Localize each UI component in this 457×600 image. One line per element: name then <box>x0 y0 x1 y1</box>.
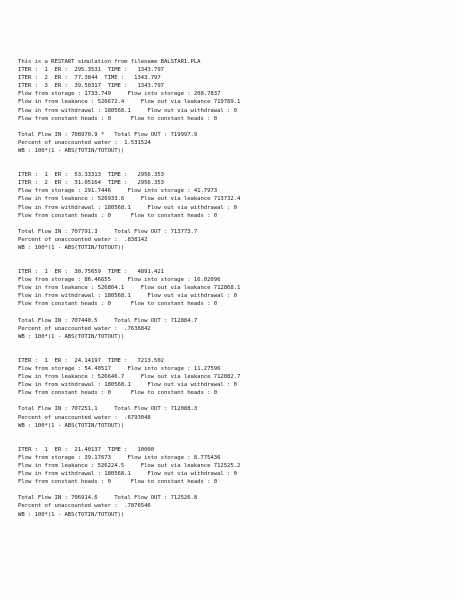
flow-line: Flow in from withdrawal : 180568.1 Flow out via withdrawal : 0 <box>18 293 237 300</box>
spacer <box>18 220 448 228</box>
iteration-line: ITER : 2 ER : 31.05164 TIME : 2956.353 <box>18 180 164 187</box>
restart-header: This is a RESTART simulation from filename BALSTAR1.PLA <box>18 59 201 65</box>
flow-line: Flow from constant heads : 0 Flow to constant heads : 0 <box>18 115 218 122</box>
flow-line: Flow from storage : 291.7446 Flow into storage : 41.7973 <box>18 188 218 195</box>
water-balance-formula: WB : 100*(1 - ABS(TOTIN/TOTOUT)) <box>18 511 125 518</box>
spacer <box>18 123 448 131</box>
flow-line: Flow in from leakance : 526646.7 Flow out via leakance 712082.7 <box>18 374 241 381</box>
total-flow-line: Total Flow IN : 706914.6 Total Flow OUT : 712526.8 <box>18 495 198 502</box>
flow-line: Flow in from withdrawal : 180568.1 Flow out via withdrawal : 0 <box>18 107 237 114</box>
flow-line: Flow from storage : 86.46655 Flow into storage : 16.02096 <box>18 277 221 284</box>
iteration-blocks <box>18 66 448 519</box>
simulation-block <box>18 357 448 430</box>
flow-line: Flow in from leakance : 526672.4 Flow out via leakance 719789.1 <box>18 99 241 106</box>
unaccounted-water-line: Percent of unaccounted water : .6793048 <box>18 414 151 421</box>
flow-line: Flow in from leakance : 526804.1 Flow out via leakance 712868.1 <box>18 285 241 292</box>
flow-line: Flow in from withdrawal : 180568.1 Flow out via withdrawal : 0 <box>18 204 237 211</box>
total-flow-line: Total Flow IN : 707251.1 Total Flow OUT : 712088.3 <box>18 406 198 413</box>
unaccounted-water-line: Percent of unaccounted water : 1.531524 <box>18 139 151 146</box>
flow-line: Flow from storage : 54.40517 Flow into storage : 11.27596 <box>18 366 221 372</box>
flow-line: Flow from storage : 1733.749 Flow into storage : 208.7837 <box>18 91 221 98</box>
iteration-line: ITER : 1 ER : 21.40137 TIME : 10000 <box>18 446 155 453</box>
iteration-line: ITER : 1 ER : 30.75659 TIME : 4891.421 <box>18 269 164 276</box>
flow-line: Flow from storage : 39.17673 Flow into storage : 8.775436 <box>18 454 221 461</box>
total-flow-line: Total Flow IN : 708970.9 * Total Flow OUT : 719997.9 <box>18 131 198 138</box>
block-separator <box>18 430 448 446</box>
flow-line: Flow from constant heads : 0 Flow to constant heads : 0 <box>18 390 218 397</box>
water-balance-formula: WB : 100*(1 - ABS(TOTIN/TOTOUT)) <box>18 148 125 155</box>
iteration-line: ITER : 3 ER : 39.50317 TIME : 1343.797 <box>18 83 164 90</box>
simulation-block <box>18 268 448 341</box>
flow-line: Flow in from withdrawal : 180568.1 Flow out via withdrawal : 0 <box>18 471 237 478</box>
simulation-block <box>18 171 448 252</box>
spacer <box>18 486 448 494</box>
block-separator <box>18 252 448 268</box>
iteration-line: ITER : 2 ER : 77.3844 TIME : 1343.797 <box>18 75 161 82</box>
flow-line: Flow in from withdrawal : 180568.1 Flow out via withdrawal : 0 <box>18 382 237 389</box>
block-separator <box>18 155 448 171</box>
flow-line: Flow from constant heads : 0 Flow to constant heads : 0 <box>18 479 218 486</box>
flow-line: Flow in from leakance : 526933.6 Flow out via leakance 713732.4 <box>18 196 241 203</box>
iteration-line: ITER : 1 ER : 24.14197 TIME : 7213.502 <box>18 357 164 364</box>
iteration-line: ITER : 1 ER : 295.3531 TIME : 1343.797 <box>18 67 164 74</box>
unaccounted-water-line: Percent of unaccounted water : .7636842 <box>18 325 151 332</box>
flow-line: Flow from constant heads : 0 Flow to constant heads : 0 <box>18 212 218 219</box>
unaccounted-water-line: Percent of unaccounted water : .838142 <box>18 236 148 243</box>
water-balance-formula: WB : 100*(1 - ABS(TOTIN/TOTOUT)) <box>18 422 125 429</box>
water-balance-formula: WB : 100*(1 - ABS(TOTIN/TOTOUT)) <box>18 333 125 340</box>
flow-line: Flow in from leakance : 526224.5 Flow out via leakance 712525.2 <box>18 462 241 469</box>
unaccounted-water-line: Percent of unaccounted water : .7876546 <box>18 503 151 510</box>
spacer <box>18 397 448 405</box>
total-flow-line: Total Flow IN : 707440.5 Total Flow OUT : 712884.7 <box>18 317 198 324</box>
simulation-block <box>18 446 448 519</box>
iteration-line: ITER : 1 ER : 53.33313 TIME : 2956.353 <box>18 172 164 179</box>
block-separator <box>18 341 448 357</box>
water-balance-formula: WB : 100*(1 - ABS(TOTIN/TOTOUT)) <box>18 244 125 251</box>
total-flow-line: Total Flow IN : 707791.3 Total Flow OUT : 713773.7 <box>18 228 198 235</box>
spacer <box>18 309 448 317</box>
simulation-block <box>18 66 448 155</box>
flow-line: Flow from constant heads : 0 Flow to constant heads : 0 <box>18 301 218 308</box>
simulation-output <box>18 58 448 519</box>
